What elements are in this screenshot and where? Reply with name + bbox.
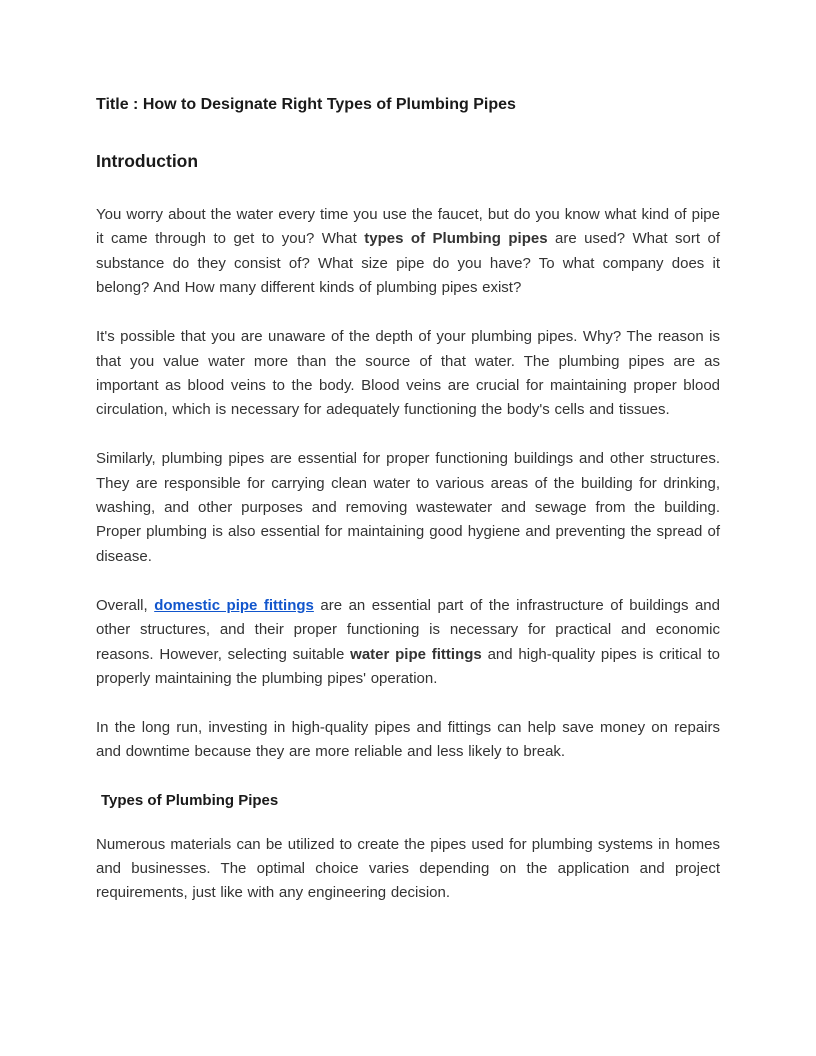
text-run: and high-quality pipes is critical to properly maintaining the plumbing pipes' operation. (96, 645, 720, 687)
paragraph-domestic-pipe-fittings (96, 594, 720, 692)
link-domestic-pipe-fittings[interactable]: domestic pipe fittings (154, 596, 314, 614)
text-run: Similarly, plumbing pipes are essential for proper functioning buildings and other structures. They are responsible for carrying clean water to various areas of the building for drinking, washing, and other purposes and removing wastewater and sewage from the building. Proper plumbing is also essential for maintaining good hygiene and preventing the spread of disease. (96, 450, 720, 565)
heading-introduction: Introduction (96, 151, 199, 171)
text-run: In the long run, investing in high-quality pipes and fittings can help save money on repairs and downtime because they are more reliable and less likely to break. (96, 718, 720, 761)
heading-types-of-plumbing-pipes: Types of Plumbing Pipes (101, 792, 279, 810)
paragraph-long-run-investment (96, 716, 720, 765)
document-title: Title : How to Designate Right Types of Plumbing Pipes (96, 96, 516, 113)
text-run: Overall, (96, 596, 155, 614)
paragraph-faucet-questions (96, 203, 720, 301)
text-run: Numerous materials can be utilized to create the pipes used for plumbing systems in homes and businesses. The optimal choice varies depending on the application and project requirements, just like with any engineering decision. (96, 835, 720, 902)
paragraph-blood-veins-analogy (96, 325, 720, 423)
bold-text-run: types of Plumbing pipes (364, 230, 548, 248)
text-run: are used? What sort of substance do they consist of? What size pipe do you have? To what company does it belong? And How many different kinds of plumbing pipes exist? (96, 230, 720, 297)
paragraph-pipes-essential (96, 447, 720, 569)
bold-text-run: water pipe fittings (350, 645, 482, 663)
paragraph-numerous-materials (96, 833, 720, 906)
text-run: It's possible that you are unaware of the depth of your plumbing pipes. Why? The reason is that you value water more than the source of that water. The plumbing pipes are as important as blood veins to the body. Blood veins are crucial for maintaining proper blood circulation, which is necessary for adequately functioning the body's cells and tissues. (96, 328, 720, 419)
text-run: You worry about the water every time you use the faucet, but do you know what kind of pipe it came through to get to you? What (96, 206, 720, 248)
text-run: are an essential part of the infrastructure of buildings and other structures, and their proper functioning is necessary for practical and economic reasons. However, selecting suitable (96, 596, 720, 663)
